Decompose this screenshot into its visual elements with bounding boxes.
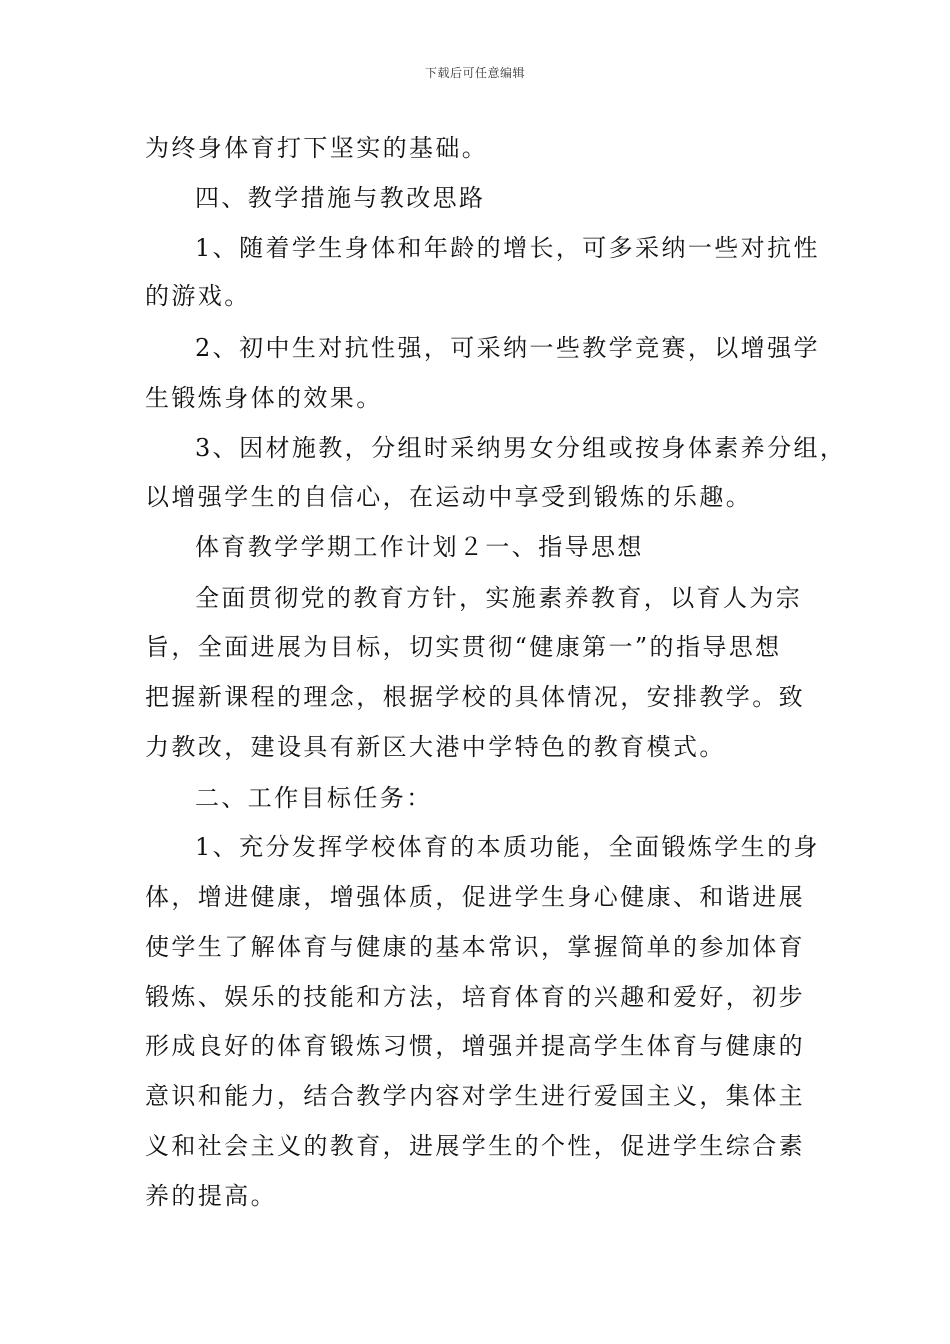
text-line: 3、因材施教，分组时采纳男女分组或按身体素养分组， bbox=[195, 434, 847, 462]
section-heading: 四、教学措施与教改思路 bbox=[195, 184, 486, 212]
page-header-note: 下载后可任意编辑 bbox=[424, 66, 525, 80]
section-heading: 二、工作目标任务： bbox=[195, 784, 433, 812]
text-line: 意识和能力，结合教学内容对学生进行爱国主义，集体主 bbox=[145, 1082, 805, 1110]
text-line: 义和社会主义的教育，进展学生的个性，促进学生综合素 bbox=[145, 1132, 805, 1160]
text-line: 使学生了解体育与健康的基本常识，掌握简单的参加体育 bbox=[145, 933, 805, 961]
text-line: 全面贯彻党的教育方针，实施素养教育，以育人为宗 bbox=[195, 584, 803, 612]
section-heading: 体育教学学期工作计划２一、指导思想 bbox=[195, 533, 644, 561]
text-line: 形成良好的体育锻炼习惯，增强并提高学生体育与健康的 bbox=[145, 1032, 805, 1060]
text-line: 锻炼、娱乐的技能和方法，培育体育的兴趣和爱好，初步 bbox=[145, 983, 805, 1011]
text-line: 养的提高。 bbox=[145, 1182, 277, 1210]
text-line: 生锻炼身体的效果。 bbox=[145, 384, 383, 412]
text-line: 2、初中生对抗性强，可采纳一些教学竞赛，以增强学 bbox=[195, 334, 820, 362]
text-line: 的游戏。 bbox=[145, 282, 251, 310]
text-line: 力教改，建设具有新区大港中学特色的教育模式。 bbox=[145, 733, 726, 761]
text-line: 旨，全面进展为目标，切实贯彻“健康第一”的指导思想 bbox=[145, 633, 782, 661]
text-line: 1、随着学生身体和年龄的增长，可多采纳一些对抗性 bbox=[195, 234, 820, 262]
text-line: 1、充分发挥学校体育的本质功能，全面锻炼学生的身 bbox=[195, 833, 820, 861]
text-line: 把握新课程的理念，根据学校的具体情况，安排教学。致 bbox=[145, 683, 805, 711]
text-line: 为终身体育打下坚实的基础。 bbox=[145, 134, 489, 162]
text-line: 体，增进健康，增强体质，促进学生身心健康、和谐进展 bbox=[145, 883, 805, 911]
text-line: 以增强学生的自信心，在运动中享受到锻炼的乐趣。 bbox=[145, 483, 753, 511]
